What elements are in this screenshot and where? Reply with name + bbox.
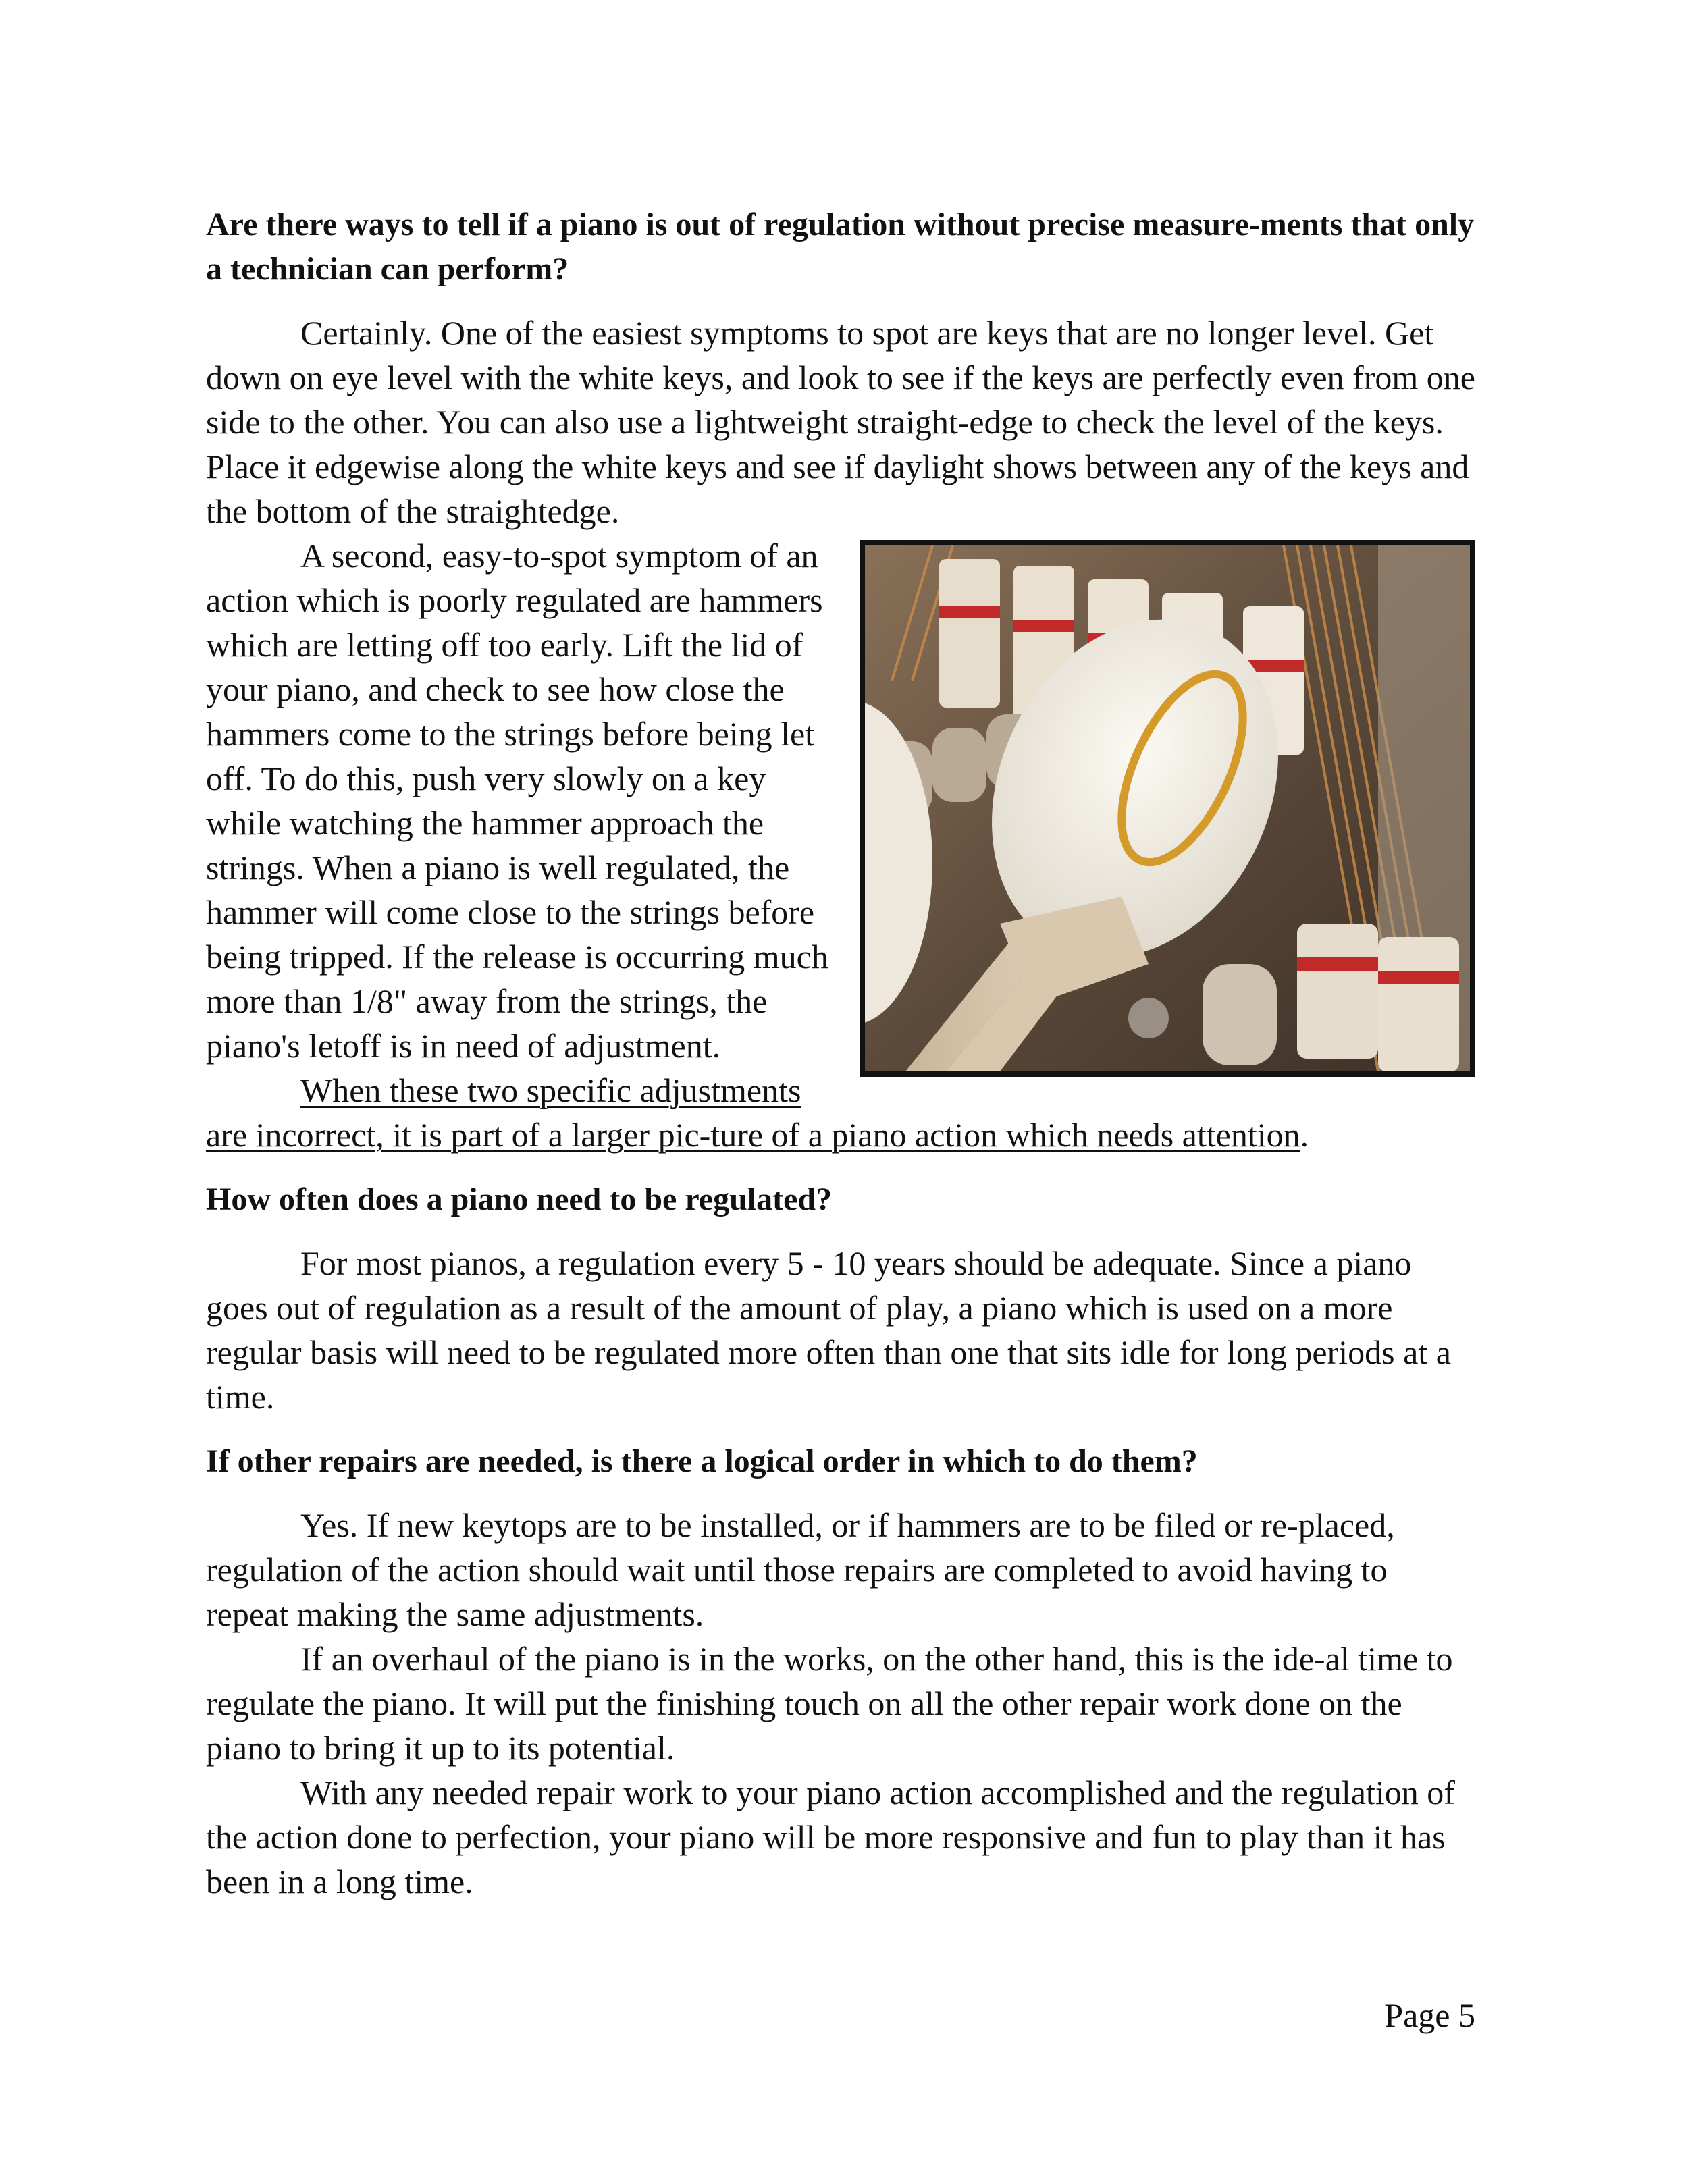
paragraph-conclusion: With any needed repair work to your piano action accomplished and the regulation of the action done to perfection, your piano will be more responsive and fun to play than it has been in a long time. [206,1774,1455,1900]
page-content [206,203,1475,1904]
paragraph-regulation-frequency: For most pianos, a regulation every 5 - 10 years should be adequate. Since a piano goes out of regulation as a result of the amount of play, a piano which is used on a more regular basis will need to be regulated more often than one that sits idle for long periods at a time. [206,1244,1451,1416]
question-heading-3: If other repairs are needed, is there a logical order in which to do them? [206,1443,1198,1479]
underlined-statement: When these two specific adjustments are incorrect, it is part of a larger pic-ture of a piano action which needs attention [206,1071,1300,1154]
page-number: Page 5 [1384,1996,1475,2034]
paragraph-larger-picture [206,1068,1475,1157]
underlined-statement-period: . [1300,1116,1309,1154]
paragraph-letoff: A second, easy-to-spot symptom of an action which is poorly regulated are hammers which are letting off too early. Lift the lid of your piano, and check to see how close the hammers come to the strings before being let off. To do this, push very slowly on a key while watching the hammer approach the strings. When a piano is well regulated, the hammer will come close to the strings before being tripped. If the release is occurring much more than 1/8" away from the strings, the piano's letoff is in need of adjustment. [206,537,828,1065]
piano-hammer-photo-icon [865,545,1470,1071]
paragraph-keys-level: Certainly. One of the easiest symptoms to spot are keys that are no longer level. Get down on eye level with the white keys, and look to see if the keys are perfectly even from one side to the other. You can also use a lightweight straight-edge to check the level of the keys. Place it edgewise along the white keys and see if daylight shows between any of the keys and the bottom of the straightedge. [206,314,1475,530]
letoff-section [206,533,1475,1157]
question-heading-2: How often does a piano need to be regulated? [206,1181,833,1217]
paragraph-overhaul: If an overhaul of the piano is in the works, on the other hand, this is the ide-al time to regulate the piano. It will put the finishing touch on all the other repair work done on the piano to bring it up to its potential. [206,1640,1453,1767]
piano-hammer-photo [860,540,1475,1077]
paragraph-repair-order: Yes. If new keytops are to be installed, or if hammers are to be filed or re-placed, regulation of the action should wait until those repairs are completed to avoid having to repeat making the same adjustments. [206,1506,1395,1633]
question-heading-1: Are there ways to tell if a piano is out of regulation without precise measure-ments that only a technician can perform? [206,207,1475,287]
